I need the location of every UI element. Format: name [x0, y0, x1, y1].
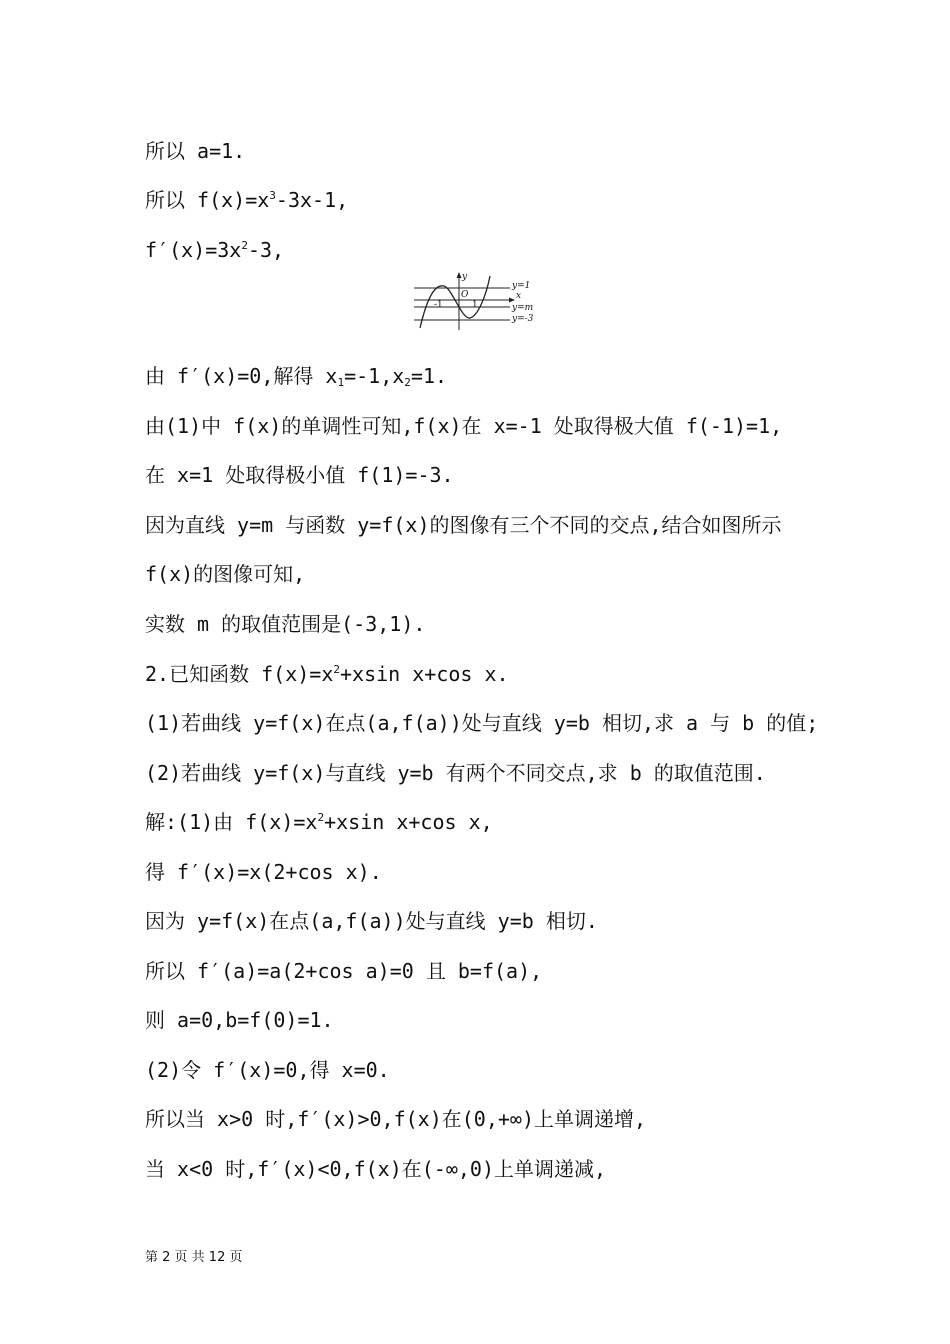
- line-label-top: y=1: [512, 281, 531, 291]
- text-line: (2)令 f′(x)=0,得 x=0.: [145, 1058, 390, 1082]
- text-line: 当 x<0 时,f′(x)<0,f(x)在(-∞,0)上单调递减,: [145, 1157, 607, 1181]
- text-line: 所以 $f(x)=x^3-3x-1$,: [145, 188, 349, 212]
- question-title: 2.已知函数 $f(x)=x^2+xsin$ x+cos x.: [145, 662, 509, 686]
- text-line: 则 a=0,b=f(0)=1.: [145, 1008, 334, 1032]
- y-axis-arrow: [457, 272, 462, 278]
- x-axis-arrow: [509, 298, 515, 303]
- page-footer: 第 2 页 共 12 页: [145, 1250, 243, 1265]
- line-label-mid: y=m: [512, 303, 534, 313]
- text-line: 在 x=1 处取得极小值 f(1)=-3.: [145, 463, 454, 487]
- text-line: 所以当 x>0 时,f′(x)>0,f(x)在(0,+∞)上单调递增,: [145, 1107, 647, 1131]
- axis-label-y: y: [462, 272, 468, 282]
- axis-label-x: x: [516, 291, 522, 301]
- text-line: $f'(x)=3x^2-3$,: [145, 238, 285, 262]
- text-line: 解:(1)由 $f(x)=x^2+xsin$ x+cos x,: [145, 810, 493, 834]
- line-label-bottom: y=-3: [512, 314, 534, 324]
- origin-label: O: [461, 290, 469, 300]
- text-line: 因为直线 y=m 与函数 y=f(x)的图像有三个不同的交点,结合如图所示: [145, 513, 782, 537]
- question-part-2: (2)若曲线 y=f(x)与直线 y=b 有两个不同交点,求 b 的取值范围.: [145, 761, 766, 785]
- text-line: 实数 m 的取值范围是(-3,1).: [145, 612, 426, 636]
- text-line: 因为 y=f(x)在点(a,f(a))处与直线 y=b 相切.: [145, 909, 598, 933]
- text-line: 由 f′(x)=0,解得 $x_1=-1,x_2=1$.: [145, 364, 448, 389]
- function-graph-figure: [410, 270, 545, 332]
- tick-label-pos: 1: [472, 300, 478, 310]
- text-line: 所以 f′(a)=a(2+cos a)=0 且 b=f(a),: [145, 959, 543, 983]
- tick-label-neg: -1: [434, 300, 443, 310]
- text-line: f(x)的图像可知,: [145, 562, 306, 586]
- text-line: 由(1)中 f(x)的单调性可知,f(x)在 x=-1 处取得极大值 f(-1)=1,: [145, 414, 783, 438]
- question-part-1: (1)若曲线 y=f(x)在点(a,f(a))处与直线 y=b 相切,求 a 与 b 的值;: [145, 711, 819, 735]
- text-line: 得 f′(x)=x(2+cos x).: [145, 860, 382, 884]
- text-line: 所以 a=1.: [145, 139, 246, 163]
